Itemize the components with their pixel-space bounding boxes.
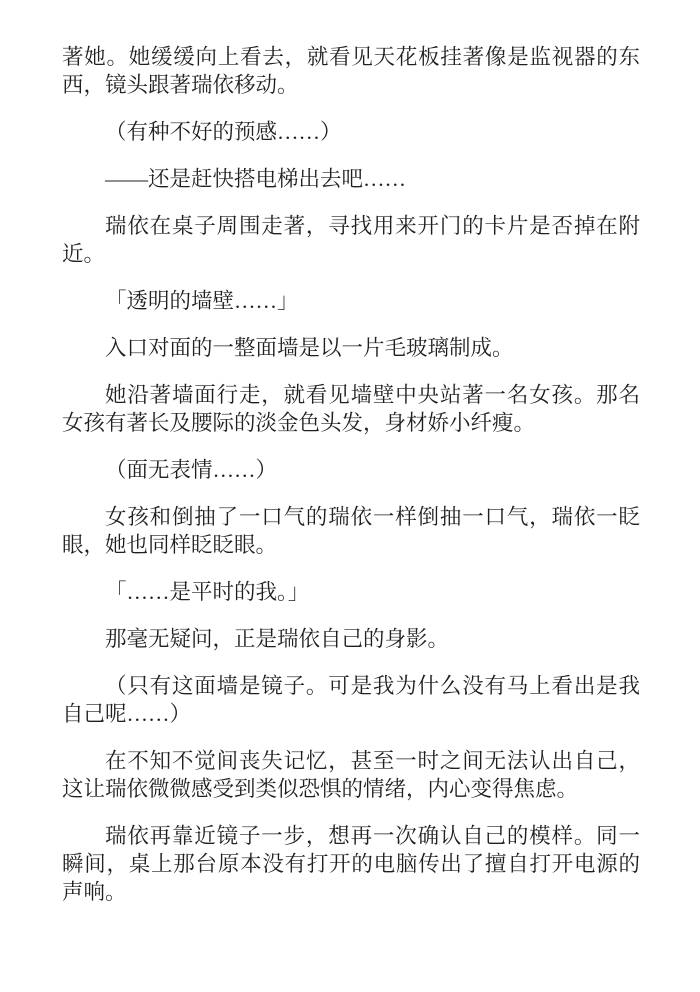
paragraph: 那毫无疑问，正是瑞依自己的身影。 bbox=[105, 627, 450, 651]
paragraph-thought: （面无表情……） bbox=[105, 458, 278, 482]
paragraph: 瑞依在桌子周围走著，寻找用来开门的卡片是否掉在附近。 bbox=[62, 214, 640, 266]
novel-text-block bbox=[62, 43, 640, 906]
paragraph-dialogue: 「……是平时的我。」 bbox=[105, 580, 310, 604]
paragraph: 她沿著墙面行走，就看见墙壁中央站著一名女孩。那名女孩有著长及腰际的淡金色头发，身材娇小纤瘦。 bbox=[62, 383, 640, 435]
paragraph: 入口对面的一整面墙是以一片毛玻璃制成。 bbox=[105, 336, 514, 360]
paragraph: 瑞依再靠近镜子一步，想再一次确认自己的模样。同一瞬间，桌上那台原本没有打开的电脑传出了擅自打开电源的声响。 bbox=[62, 824, 640, 904]
paragraph: 著她。她缓缓向上看去，就看见天花板挂著像是监视器的东西，镜头跟著瑞依移动。 bbox=[62, 45, 640, 97]
paragraph-thought: （只有这面墙是镜子。可是我为什么没有马上看出是我自己呢……） bbox=[62, 674, 640, 726]
paragraph: 女孩和倒抽了一口气的瑞依一样倒抽一口气，瑞依一眨眼，她也同样眨眨眼。 bbox=[62, 505, 640, 557]
paragraph-thought: （有种不好的预感……） bbox=[105, 120, 342, 144]
paragraph: 在不知不觉间丧失记忆，甚至一时之间无法认出自己，这让瑞依微微感受到类似恐惧的情绪，内心变得焦虑。 bbox=[62, 749, 640, 801]
paragraph-dialogue: 「透明的墙壁……」 bbox=[105, 289, 299, 313]
paragraph-dash: ——还是赶快搭电梯出去吧…… bbox=[105, 167, 407, 191]
